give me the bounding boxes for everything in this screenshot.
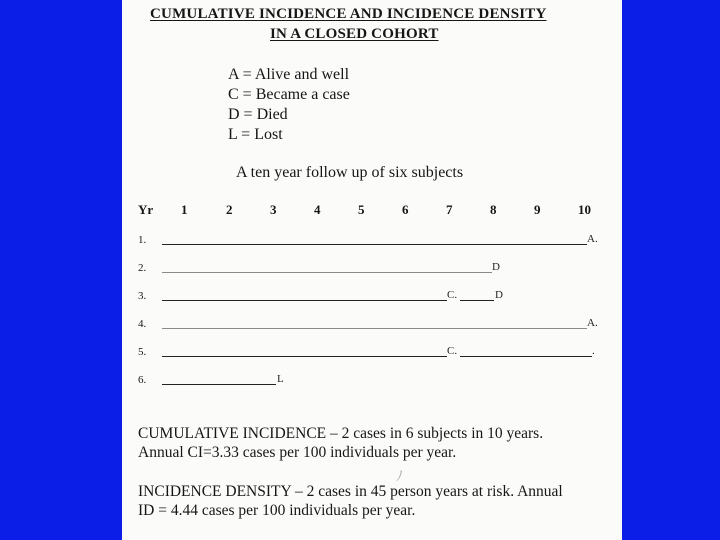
year-8: 8 [490, 202, 497, 217]
incidence-density-line-1: INCIDENCE DENSITY – 2 cases in 45 person years at risk. Annual [138, 483, 563, 500]
year-1: 1 [181, 202, 188, 217]
subject-4-label: 4. [138, 318, 147, 330]
year-3: 3 [270, 202, 277, 217]
legend-item-alive: A = Alive and well [228, 66, 350, 83]
subject-1-outcome: A. [587, 233, 598, 245]
cumulative-incidence-line-2: Annual CI=3.33 cases per 100 individuals per year. [138, 444, 457, 461]
subject-5-timeline-before-case [162, 356, 447, 357]
subject-2-outcome: D [492, 261, 500, 273]
subject-4-outcome: A. [587, 317, 598, 329]
subject-5-timeline-after-case [460, 356, 592, 357]
year-4: 4 [314, 202, 321, 217]
cumulative-incidence-line-1: CUMULATIVE INCIDENCE – 2 cases in 6 subjects in 10 years. [138, 425, 544, 442]
subject-4-timeline [162, 328, 587, 329]
cumulative-incidence-text [138, 424, 543, 462]
legend-item-lost: L = Lost [228, 126, 283, 143]
year-9: 9 [534, 202, 541, 217]
subject-3-outcome: D [495, 289, 503, 301]
year-7: 7 [446, 202, 453, 217]
legend [228, 65, 350, 145]
title-line-2: IN A CLOSED COHORT [270, 26, 439, 42]
subject-2-timeline [162, 272, 492, 273]
subject-2-label: 2. [138, 262, 147, 274]
subject-3-timeline-after-case [460, 300, 494, 301]
subject-1-timeline [162, 244, 587, 245]
subject-6-label: 6. [138, 374, 147, 386]
subject-6-outcome: L [277, 373, 284, 385]
subtitle: A ten year follow up of six subjects [236, 164, 464, 181]
title-line-1: CUMULATIVE INCIDENCE AND INCIDENCE DENSITY [150, 6, 547, 22]
year-10: 10 [578, 202, 591, 217]
subject-3-timeline-before-case [162, 300, 447, 301]
subject-1-label: 1. [138, 234, 147, 246]
year-6: 6 [402, 202, 409, 217]
incidence-density-line-2: ID = 4.44 cases per 100 individuals per year. [138, 502, 416, 519]
subject-5-case-mark: C. [447, 345, 458, 357]
year-2: 2 [226, 202, 233, 217]
subject-6-timeline [162, 384, 276, 385]
legend-item-case: C = Became a case [228, 86, 350, 103]
scan-smudge: ﾉ [396, 470, 403, 485]
subject-3-label: 3. [138, 290, 147, 302]
legend-item-died: D = Died [228, 106, 288, 123]
subject-5-label: 5. [138, 346, 147, 358]
year-label: Yr [138, 202, 154, 217]
document-page [122, 0, 622, 540]
subject-3-case-mark: C. [447, 289, 458, 301]
subject-5-outcome: . [592, 345, 595, 357]
incidence-density-text [138, 482, 563, 520]
year-5: 5 [358, 202, 365, 217]
